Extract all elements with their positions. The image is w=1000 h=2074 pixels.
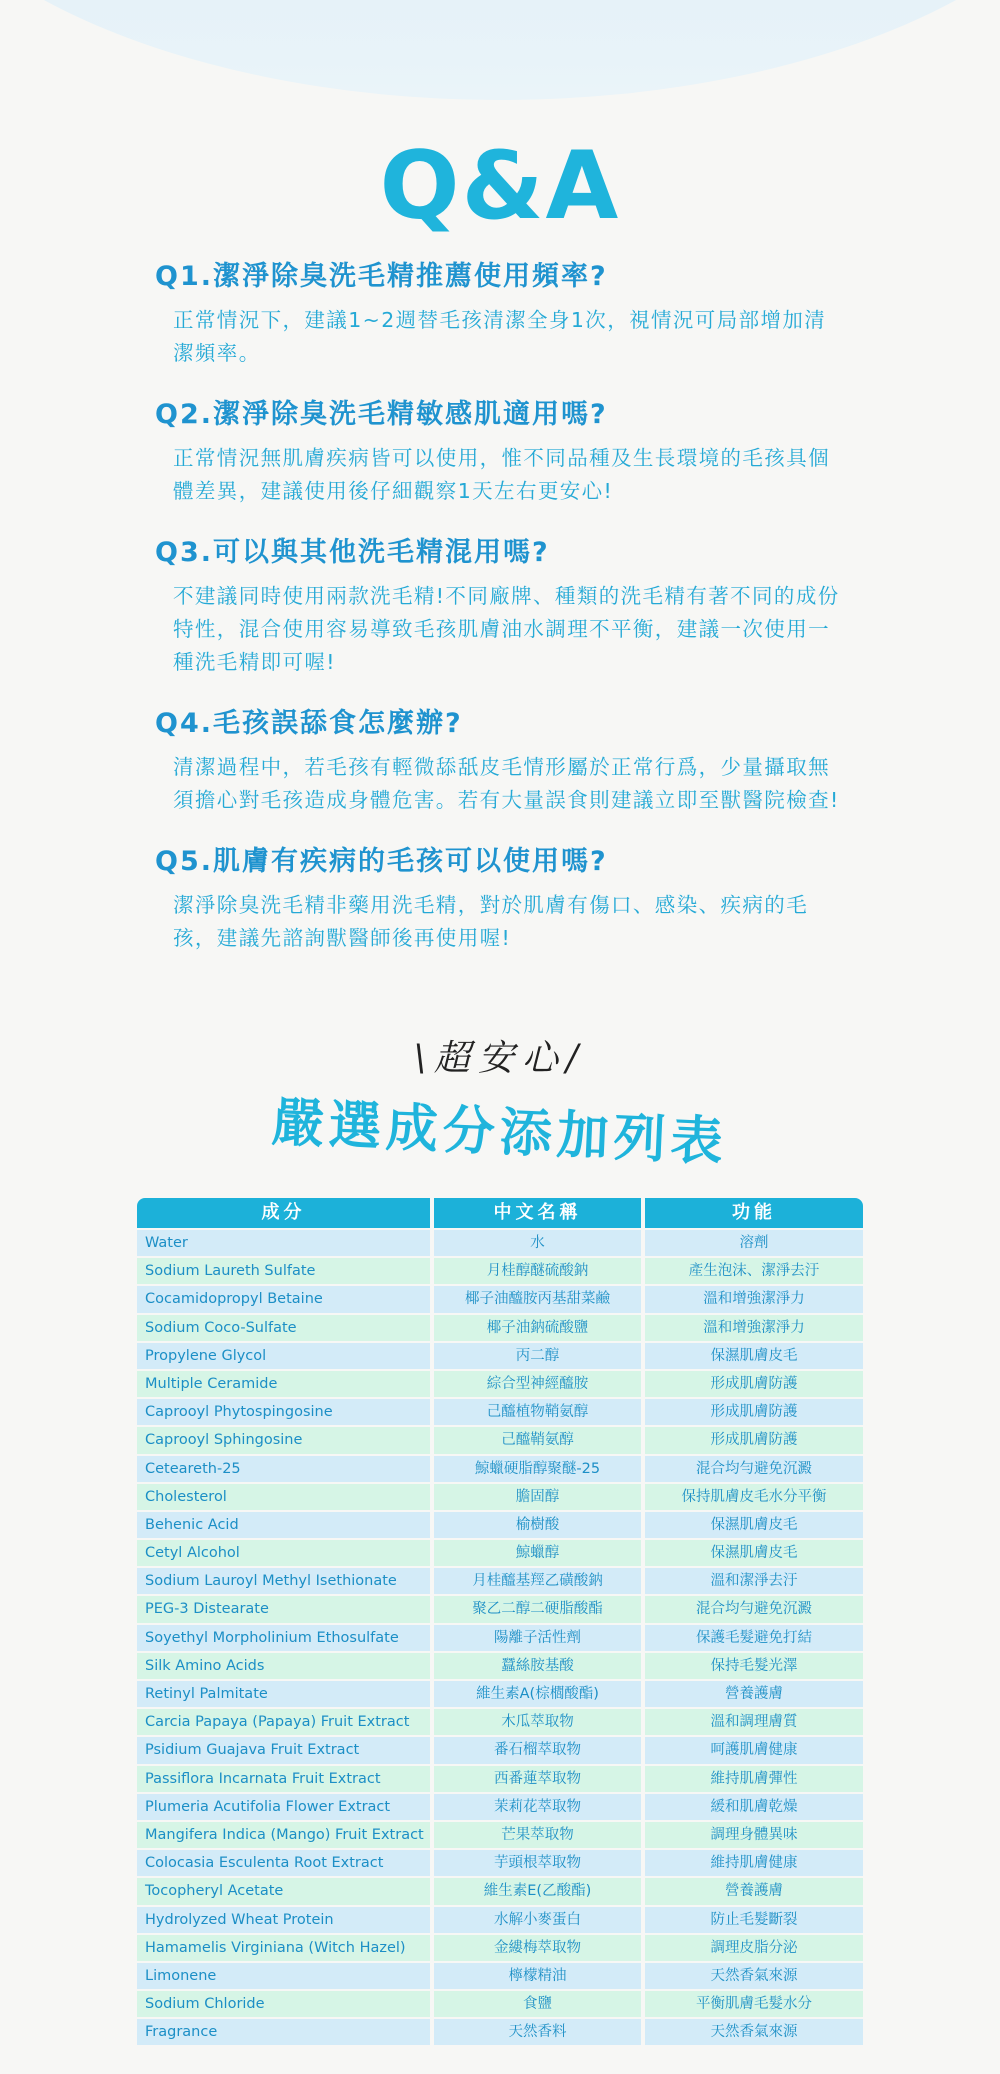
function-cell: 形成肌膚防護 — [645, 1371, 863, 1397]
chinese-name-cell: 蠶絲胺基酸 — [434, 1653, 641, 1679]
ingredient-cell: Caprooyl Phytospingosine — [137, 1399, 430, 1425]
function-cell: 平衡肌膚毛髮水分 — [645, 1991, 863, 2017]
function-cell: 天然香氣來源 — [645, 1963, 863, 1989]
chinese-name-cell: 維生素E(乙酸酯) — [434, 1878, 641, 1904]
handwritten-tagline: \超安心/ — [413, 1038, 587, 1079]
table-row — [137, 1991, 863, 2017]
ingredient-cell: Propylene Glycol — [137, 1343, 430, 1369]
function-cell: 溫和增強潔淨力 — [645, 1286, 863, 1312]
function-cell: 形成肌膚防護 — [645, 1427, 863, 1453]
ingredient-cell: Sodium Laureth Sulfate — [137, 1258, 430, 1284]
function-cell: 呵護肌膚健康 — [645, 1737, 863, 1763]
function-cell: 緩和肌膚乾燥 — [645, 1794, 863, 1820]
ingredient-cell: Hamamelis Virginiana (Witch Hazel) — [137, 1935, 430, 1961]
qa-answer: 清潔過程中，若毛孩有輕微舔舐皮毛情形屬於正常行爲，少量攝取無須擔心對毛孩造成身體危害。若有大量誤食則建議立即至獸醫院檢查! — [173, 755, 840, 812]
chinese-name-cell: 西番蓮萃取物 — [434, 1766, 641, 1792]
function-cell: 保濕肌膚皮毛 — [645, 1512, 863, 1538]
chinese-name-cell: 己醯鞘氨醇 — [434, 1427, 641, 1453]
function-cell: 調理皮脂分泌 — [645, 1935, 863, 1961]
chinese-name-cell: 食鹽 — [434, 1991, 641, 2017]
table-row — [137, 1681, 863, 1707]
function-cell: 溶劑 — [645, 1230, 863, 1256]
table-row — [137, 1963, 863, 1989]
qa-item — [155, 258, 855, 370]
ingredients-title: 嚴選成分添加列表 — [270, 1093, 729, 1173]
function-cell: 形成肌膚防護 — [645, 1399, 863, 1425]
table-row — [137, 1512, 863, 1538]
table-row — [137, 1371, 863, 1397]
table-row — [137, 1568, 863, 1594]
table-row — [137, 1822, 863, 1848]
chinese-name-cell: 陽離子活性劑 — [434, 1625, 641, 1651]
table-row — [137, 1737, 863, 1763]
chinese-name-cell: 茉莉花萃取物 — [434, 1794, 641, 1820]
top-decorative-arc — [0, 0, 1000, 100]
chinese-name-cell: 月桂醯基羥乙磺酸鈉 — [434, 1568, 641, 1594]
table-row — [137, 1286, 863, 1312]
qa-list — [155, 258, 855, 981]
ingredient-cell: Tocopheryl Acetate — [137, 1878, 430, 1904]
chinese-name-cell: 椰子油醯胺丙基甜菜鹼 — [434, 1286, 641, 1312]
ingredient-cell: PEG-3 Distearate — [137, 1596, 430, 1622]
chinese-name-cell: 榆樹酸 — [434, 1512, 641, 1538]
ingredients-table — [137, 1198, 863, 2047]
header-ingredient: 成分 — [137, 1198, 430, 1228]
chinese-name-cell: 維生素A(棕櫚酸酯) — [434, 1681, 641, 1707]
table-row — [137, 1653, 863, 1679]
qa-question: Q1.潔淨除臭洗毛精推薦使用頻率? — [155, 261, 608, 292]
table-row — [137, 1540, 863, 1566]
table-row — [137, 1343, 863, 1369]
function-cell: 保濕肌膚皮毛 — [645, 1540, 863, 1566]
ingredient-cell: Sodium Chloride — [137, 1991, 430, 2017]
table-row — [137, 1935, 863, 1961]
table-row — [137, 1625, 863, 1651]
table-row — [137, 1315, 863, 1341]
function-cell: 保護毛髮避免打結 — [645, 1625, 863, 1651]
ingredient-cell: Sodium Coco-Sulfate — [137, 1315, 430, 1341]
function-cell: 維持肌膚健康 — [645, 1850, 863, 1876]
function-cell: 防止毛髮斷裂 — [645, 1907, 863, 1933]
ingredient-cell: Soyethyl Morpholinium Ethosulfate — [137, 1625, 430, 1651]
chinese-name-cell: 膽固醇 — [434, 1484, 641, 1510]
header-function: 功能 — [645, 1198, 863, 1228]
table-row — [137, 1709, 863, 1735]
function-cell: 調理身體異味 — [645, 1822, 863, 1848]
chinese-name-cell: 鯨蠟硬脂醇聚醚-25 — [434, 1456, 641, 1482]
ingredient-cell: Behenic Acid — [137, 1512, 430, 1538]
function-cell: 天然香氣來源 — [645, 2019, 863, 2045]
function-cell: 保持毛髮光澤 — [645, 1653, 863, 1679]
chinese-name-cell: 木瓜萃取物 — [434, 1709, 641, 1735]
function-cell: 溫和潔淨去汙 — [645, 1568, 863, 1594]
table-row — [137, 1399, 863, 1425]
function-cell: 溫和增強潔淨力 — [645, 1315, 863, 1341]
ingredient-cell: Cocamidopropyl Betaine — [137, 1286, 430, 1312]
ingredient-cell: Fragrance — [137, 2019, 430, 2045]
chinese-name-cell: 月桂醇醚硫酸鈉 — [434, 1258, 641, 1284]
table-row — [137, 1427, 863, 1453]
chinese-name-cell: 丙二醇 — [434, 1343, 641, 1369]
table-row — [137, 1596, 863, 1622]
qa-question: Q4.毛孩誤舔食怎麼辦? — [155, 708, 463, 739]
chinese-name-cell: 水 — [434, 1230, 641, 1256]
table-row — [137, 1794, 863, 1820]
table-row — [137, 1456, 863, 1482]
chinese-name-cell: 水解小麥蛋白 — [434, 1907, 641, 1933]
ingredient-cell: Multiple Ceramide — [137, 1371, 430, 1397]
header-chinese-name: 中文名稱 — [434, 1198, 641, 1228]
ingredient-cell: Psidium Guajava Fruit Extract — [137, 1737, 430, 1763]
ingredient-cell: Sodium Lauroyl Methyl Isethionate — [137, 1568, 430, 1594]
chinese-name-cell: 椰子油鈉硫酸鹽 — [434, 1315, 641, 1341]
function-cell: 營養護膚 — [645, 1878, 863, 1904]
table-row — [137, 1258, 863, 1284]
chinese-name-cell: 鯨蠟醇 — [434, 1540, 641, 1566]
table-body — [137, 1230, 863, 2045]
table-row — [137, 2019, 863, 2045]
function-cell: 保濕肌膚皮毛 — [645, 1343, 863, 1369]
chinese-name-cell: 芋頭根萃取物 — [434, 1850, 641, 1876]
qa-answer: 不建議同時使用兩款洗毛精!不同廠牌、種類的洗毛精有著不同的成份特性，混合使用容易導致毛孩肌膚油水調理不平衡，建議一次使用一種洗毛精即可喔! — [173, 584, 840, 674]
qa-item — [155, 705, 855, 817]
qa-answer: 正常情況下，建議1~2週替毛孩清潔全身1次，視情況可局部增加清潔頻率。 — [173, 308, 827, 365]
qa-question: Q5.肌膚有疾病的毛孩可以使用嗎? — [155, 846, 608, 877]
chinese-name-cell: 檸檬精油 — [434, 1963, 641, 1989]
chinese-name-cell: 綜合型神經醯胺 — [434, 1371, 641, 1397]
ingredient-cell: Cetyl Alcohol — [137, 1540, 430, 1566]
ingredient-cell: Retinyl Palmitate — [137, 1681, 430, 1707]
table-row — [137, 1766, 863, 1792]
ingredient-cell: Mangifera Indica (Mango) Fruit Extract — [137, 1822, 430, 1848]
table-row — [137, 1850, 863, 1876]
ingredient-cell: Ceteareth-25 — [137, 1456, 430, 1482]
function-cell: 保持肌膚皮毛水分平衡 — [645, 1484, 863, 1510]
ingredient-cell: Water — [137, 1230, 430, 1256]
chinese-name-cell: 金縷梅萃取物 — [434, 1935, 641, 1961]
chinese-name-cell: 天然香料 — [434, 2019, 641, 2045]
function-cell: 溫和調理膚質 — [645, 1709, 863, 1735]
table-header — [137, 1198, 863, 1228]
function-cell: 產生泡沫、潔淨去汙 — [645, 1258, 863, 1284]
qa-question: Q3.可以與其他洗毛精混用嗎? — [155, 537, 550, 568]
qa-question: Q2.潔淨除臭洗毛精敏感肌適用嗎? — [155, 399, 608, 430]
qa-item — [155, 843, 855, 955]
ingredient-cell: Caprooyl Sphingosine — [137, 1427, 430, 1453]
table-row — [137, 1230, 863, 1256]
qa-item — [155, 396, 855, 508]
ingredient-cell: Cholesterol — [137, 1484, 430, 1510]
function-cell: 混合均勻避免沉澱 — [645, 1456, 863, 1482]
function-cell: 維持肌膚彈性 — [645, 1766, 863, 1792]
chinese-name-cell: 聚乙二醇二硬脂酸酯 — [434, 1596, 641, 1622]
ingredient-cell: Carcia Papaya (Papaya) Fruit Extract — [137, 1709, 430, 1735]
chinese-name-cell: 番石榴萃取物 — [434, 1737, 641, 1763]
qa-item — [155, 534, 855, 679]
table-row — [137, 1484, 863, 1510]
chinese-name-cell: 己醯植物鞘氨醇 — [434, 1399, 641, 1425]
ingredient-cell: Passiflora Incarnata Fruit Extract — [137, 1766, 430, 1792]
chinese-name-cell: 芒果萃取物 — [434, 1822, 641, 1848]
ingredient-cell: Colocasia Esculenta Root Extract — [137, 1850, 430, 1876]
table-row — [137, 1907, 863, 1933]
ingredient-cell: Hydrolyzed Wheat Protein — [137, 1907, 430, 1933]
ingredient-cell: Silk Amino Acids — [137, 1653, 430, 1679]
function-cell: 混合均勻避免沉澱 — [645, 1596, 863, 1622]
ingredient-cell: Plumeria Acutifolia Flower Extract — [137, 1794, 430, 1820]
qa-answer: 潔淨除臭洗毛精非藥用洗毛精，對於肌膚有傷口、感染、疾病的毛孩，建議先諮詢獸醫師後再使用喔! — [173, 893, 809, 950]
qa-answer: 正常情況無肌膚疾病皆可以使用，惟不同品種及生長環境的毛孩具個體差異，建議使用後仔細觀察1天左右更安心! — [173, 446, 830, 503]
function-cell: 營養護膚 — [645, 1681, 863, 1707]
table-row — [137, 1878, 863, 1904]
qa-title: Q&A — [379, 132, 621, 241]
ingredient-cell: Limonene — [137, 1963, 430, 1989]
